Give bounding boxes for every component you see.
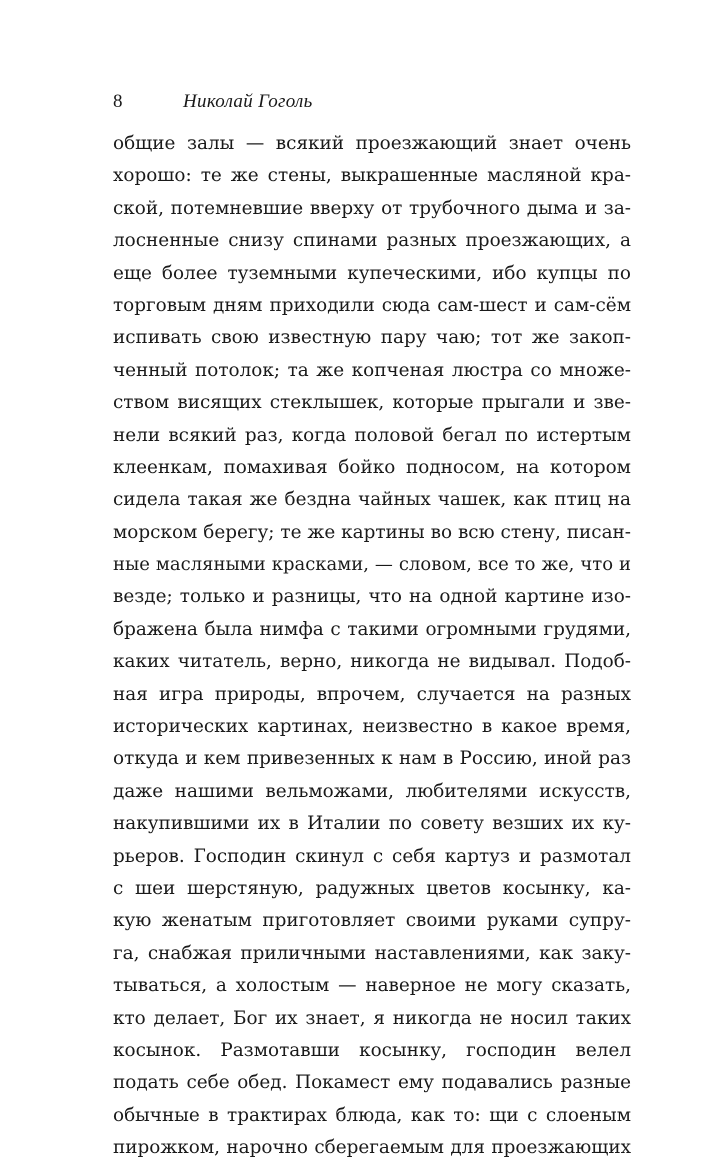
text-line: торговым дням приходили сюда сам-шест и сам-сём	[113, 294, 631, 316]
text-line: общие залы — всякий проезжающий знает очень	[113, 133, 631, 154]
running-head-author: Николай Гоголь	[183, 91, 313, 112]
text-line: еще более туземными купеческими, ибо купцы по	[113, 262, 631, 284]
text-line: лосненные снизу спинами разных проезжающих, а	[113, 230, 631, 252]
text-line: ченный потолок; та же копченая люстра со множе-	[113, 359, 631, 381]
text-line: хорошо: те же стены, выкрашенные масляной кра-	[113, 165, 631, 187]
text-line: пирожком, нарочно сберегаемым для проезжающих	[113, 1137, 631, 1159]
text-line: кую женатым приготовляет своими руками супру-	[113, 910, 631, 932]
text-line: рьеров. Господин скинул с себя картуз и размотал	[113, 845, 631, 867]
body-text	[113, 128, 631, 1165]
page-number: 8	[113, 91, 123, 112]
text-line: обычные в трактирах блюда, как то: щи с слоеным	[113, 1104, 631, 1126]
text-line: нели всякий раз, когда половой бегал по истертым	[113, 424, 631, 446]
text-line: бражена была нимфа с такими огромными грудями,	[113, 618, 631, 640]
running-header	[113, 91, 313, 119]
text-line: накупившими их в Италии по совету везших их ку-	[113, 813, 631, 835]
text-line: даже нашими вельможами, любителями искусств,	[113, 780, 631, 802]
text-line: ные масляными красками, — словом, все то же, что и	[113, 554, 631, 576]
text-line: ской, потемневшие вверху от трубочного дыма и за-	[113, 197, 631, 219]
text-line: испивать свою известную пару чаю; тот же закоп-	[113, 327, 631, 349]
text-line: ная игра природы, впрочем, случается на разных	[113, 683, 631, 705]
text-line: кто делает, Бог их знает, я никогда не носил таких	[113, 1007, 631, 1029]
text-line: сидела такая же бездна чайных чашек, как птиц на	[113, 489, 631, 511]
text-line: подать себе обед. Покамест ему подавались разные	[113, 1072, 631, 1094]
text-line: исторических картинах, неизвестно в какое время,	[113, 716, 631, 738]
text-line: клеенкам, помахивая бойко подносом, на котором	[113, 456, 631, 478]
text-line: каких читатель, верно, никогда не видывал. Подоб-	[113, 651, 631, 673]
text-line: га, снабжая приличными наставлениями, как заку-	[113, 942, 631, 964]
text-line: тываться, а холостым — наверное не могу сказать,	[113, 975, 631, 997]
text-line: морском берегу; те же картины во всю стену, писан-	[113, 521, 631, 543]
text-line: откуда и кем привезенных к нам в Россию, иной раз	[113, 748, 631, 770]
text-line: косынок. Размотавши косынку, господин велел	[113, 1039, 631, 1061]
text-line: везде; только и разницы, что на одной картине изо-	[113, 586, 631, 608]
text-line: с шеи шерстяную, радужных цветов косынку, ка-	[113, 877, 631, 899]
text-line: ством висящих стеклышек, которые прыгали и зве-	[113, 392, 631, 414]
